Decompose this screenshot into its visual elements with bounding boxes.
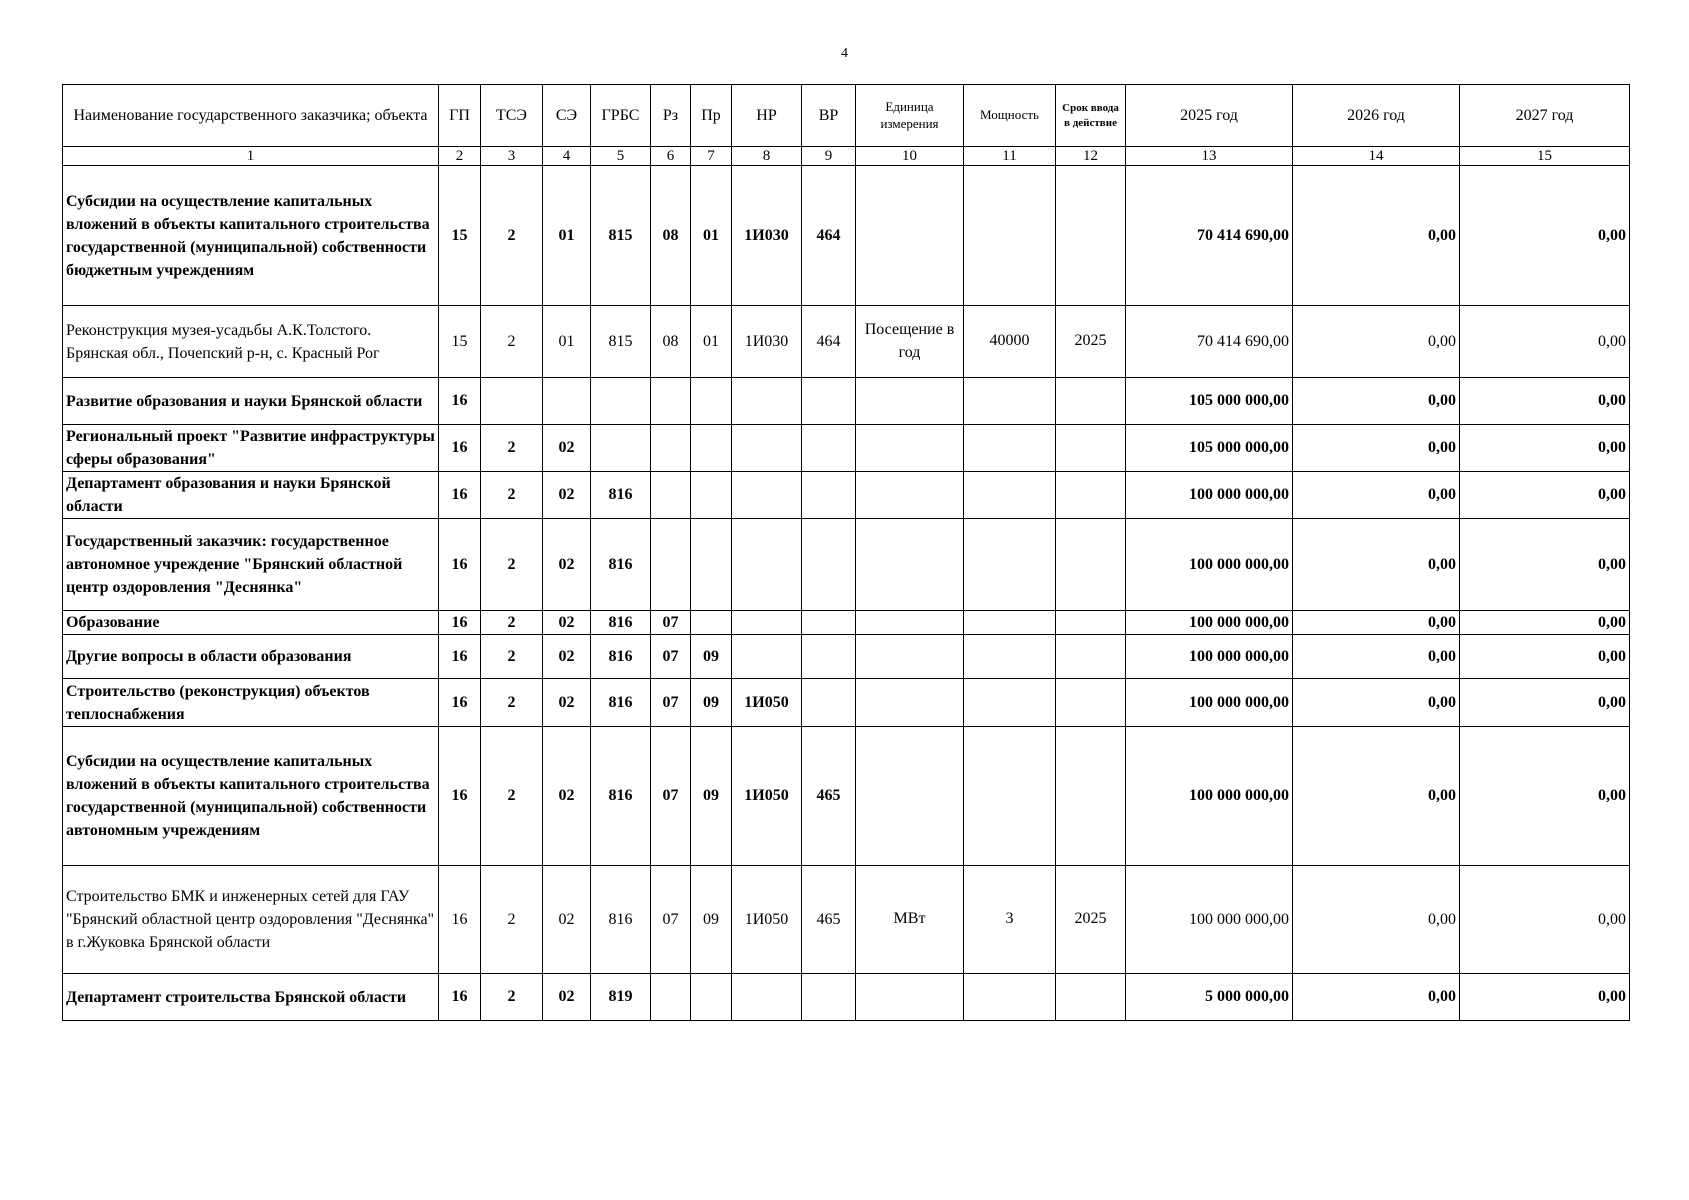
cell-pr bbox=[691, 974, 732, 1021]
cell-term bbox=[1056, 378, 1126, 425]
header-tse: ТСЭ bbox=[481, 85, 543, 147]
header-row bbox=[63, 85, 1630, 147]
table-row bbox=[63, 611, 1630, 635]
cell-pr: 09 bbox=[691, 635, 732, 679]
cell-2027: 0,00 bbox=[1460, 727, 1630, 866]
cell-vr bbox=[802, 378, 856, 425]
cell-2025: 100 000 000,00 bbox=[1126, 727, 1293, 866]
cell-vr bbox=[802, 611, 856, 635]
cell-tse: 2 bbox=[481, 866, 543, 974]
row-name: Развитие образования и науки Брянской области bbox=[63, 378, 439, 425]
cell-rz bbox=[651, 425, 691, 472]
cell-capacity: 3 bbox=[964, 866, 1056, 974]
cell-2026: 0,00 bbox=[1293, 727, 1460, 866]
cell-capacity bbox=[964, 378, 1056, 425]
cell-grbs: 816 bbox=[591, 866, 651, 974]
header-gp: ГП bbox=[439, 85, 481, 147]
cell-nr: 1И050 bbox=[732, 679, 802, 727]
cell-2026: 0,00 bbox=[1293, 519, 1460, 611]
cell-pr bbox=[691, 611, 732, 635]
cell-tse: 2 bbox=[481, 974, 543, 1021]
column-number: 5 bbox=[591, 147, 651, 166]
column-numbers-row bbox=[63, 147, 1630, 166]
table-row bbox=[63, 679, 1630, 727]
cell-2026: 0,00 bbox=[1293, 635, 1460, 679]
cell-pr bbox=[691, 472, 732, 519]
cell-se: 01 bbox=[543, 166, 591, 306]
cell-2026: 0,00 bbox=[1293, 679, 1460, 727]
cell-capacity bbox=[964, 166, 1056, 306]
cell-vr bbox=[802, 425, 856, 472]
cell-unit bbox=[856, 727, 964, 866]
cell-pr bbox=[691, 519, 732, 611]
cell-2027: 0,00 bbox=[1460, 519, 1630, 611]
column-number: 3 bbox=[481, 147, 543, 166]
cell-vr: 465 bbox=[802, 866, 856, 974]
cell-nr bbox=[732, 519, 802, 611]
row-name: Строительство БМК и инженерных сетей для ГАУ "Брянский областной центр оздоровления "Деснянка" в г.Жуковка Брянской области bbox=[63, 866, 439, 974]
cell-2025: 105 000 000,00 bbox=[1126, 425, 1293, 472]
table-row bbox=[63, 519, 1630, 611]
cell-grbs: 816 bbox=[591, 635, 651, 679]
cell-se: 02 bbox=[543, 679, 591, 727]
cell-gp: 16 bbox=[439, 635, 481, 679]
cell-pr: 01 bbox=[691, 306, 732, 378]
cell-2026: 0,00 bbox=[1293, 472, 1460, 519]
row-name: Образование bbox=[63, 611, 439, 635]
cell-tse: 2 bbox=[481, 679, 543, 727]
cell-unit bbox=[856, 472, 964, 519]
cell-2025: 100 000 000,00 bbox=[1126, 472, 1293, 519]
cell-rz: 07 bbox=[651, 611, 691, 635]
cell-grbs bbox=[591, 378, 651, 425]
cell-grbs: 819 bbox=[591, 974, 651, 1021]
cell-2025: 100 000 000,00 bbox=[1126, 866, 1293, 974]
header-unit: Единица измерения bbox=[856, 85, 964, 147]
cell-capacity bbox=[964, 519, 1056, 611]
cell-vr bbox=[802, 519, 856, 611]
cell-term bbox=[1056, 472, 1126, 519]
column-number: 14 bbox=[1293, 147, 1460, 166]
cell-term bbox=[1056, 519, 1126, 611]
cell-term: 2025 bbox=[1056, 306, 1126, 378]
column-number: 4 bbox=[543, 147, 591, 166]
cell-se: 01 bbox=[543, 306, 591, 378]
cell-2026: 0,00 bbox=[1293, 611, 1460, 635]
cell-nr bbox=[732, 378, 802, 425]
header-rz: Рз bbox=[651, 85, 691, 147]
table-body bbox=[63, 166, 1630, 1021]
row-name: Другие вопросы в области образования bbox=[63, 635, 439, 679]
cell-se: 02 bbox=[543, 974, 591, 1021]
row-name: Субсидии на осуществление капитальных вложений в объекты капитального строительства государственной (муниципальной) собственности автономным учреждениям bbox=[63, 727, 439, 866]
cell-nr bbox=[732, 425, 802, 472]
table-row bbox=[63, 472, 1630, 519]
capital-investments-table bbox=[62, 84, 1630, 1021]
cell-vr: 464 bbox=[802, 306, 856, 378]
cell-2027: 0,00 bbox=[1460, 635, 1630, 679]
header-vr: ВР bbox=[802, 85, 856, 147]
cell-pr bbox=[691, 378, 732, 425]
cell-unit bbox=[856, 519, 964, 611]
table-row bbox=[63, 306, 1630, 378]
cell-rz: 07 bbox=[651, 727, 691, 866]
cell-vr: 464 bbox=[802, 166, 856, 306]
cell-pr: 09 bbox=[691, 727, 732, 866]
cell-2027: 0,00 bbox=[1460, 974, 1630, 1021]
cell-2025: 105 000 000,00 bbox=[1126, 378, 1293, 425]
cell-2026: 0,00 bbox=[1293, 378, 1460, 425]
header-grbs: ГРБС bbox=[591, 85, 651, 147]
column-number: 7 bbox=[691, 147, 732, 166]
cell-capacity bbox=[964, 635, 1056, 679]
cell-grbs: 816 bbox=[591, 679, 651, 727]
cell-capacity bbox=[964, 611, 1056, 635]
cell-unit bbox=[856, 974, 964, 1021]
cell-se: 02 bbox=[543, 635, 591, 679]
cell-rz: 07 bbox=[651, 635, 691, 679]
cell-tse: 2 bbox=[481, 425, 543, 472]
cell-capacity: 40000 bbox=[964, 306, 1056, 378]
cell-2025: 100 000 000,00 bbox=[1126, 635, 1293, 679]
page-number: 4 bbox=[841, 46, 848, 61]
cell-2027: 0,00 bbox=[1460, 166, 1630, 306]
cell-nr: 1И030 bbox=[732, 306, 802, 378]
cell-2027: 0,00 bbox=[1460, 611, 1630, 635]
cell-rz: 08 bbox=[651, 306, 691, 378]
cell-unit bbox=[856, 378, 964, 425]
cell-2027: 0,00 bbox=[1460, 866, 1630, 974]
cell-pr bbox=[691, 425, 732, 472]
cell-term bbox=[1056, 679, 1126, 727]
cell-nr bbox=[732, 974, 802, 1021]
cell-rz: 07 bbox=[651, 679, 691, 727]
cell-unit bbox=[856, 679, 964, 727]
table-row bbox=[63, 635, 1630, 679]
table-row bbox=[63, 166, 1630, 306]
header-name: Наименование государственного заказчика; объекта bbox=[63, 85, 439, 147]
cell-rz bbox=[651, 519, 691, 611]
cell-grbs: 816 bbox=[591, 611, 651, 635]
table-row bbox=[63, 727, 1630, 866]
cell-pr: 09 bbox=[691, 866, 732, 974]
cell-vr bbox=[802, 472, 856, 519]
column-number: 10 bbox=[856, 147, 964, 166]
cell-2025: 100 000 000,00 bbox=[1126, 519, 1293, 611]
column-number: 11 bbox=[964, 147, 1056, 166]
cell-nr bbox=[732, 611, 802, 635]
cell-gp: 16 bbox=[439, 727, 481, 866]
cell-2025: 5 000 000,00 bbox=[1126, 974, 1293, 1021]
column-number: 15 bbox=[1460, 147, 1630, 166]
row-name: Субсидии на осуществление капитальных вложений в объекты капитального строительства государственной (муниципальной) собственности бюджетным учреждениям bbox=[63, 166, 439, 306]
cell-se: 02 bbox=[543, 472, 591, 519]
cell-vr bbox=[802, 635, 856, 679]
row-name: Департамент строительства Брянской области bbox=[63, 974, 439, 1021]
cell-gp: 16 bbox=[439, 472, 481, 519]
cell-gp: 15 bbox=[439, 306, 481, 378]
cell-grbs: 816 bbox=[591, 519, 651, 611]
cell-2025: 100 000 000,00 bbox=[1126, 679, 1293, 727]
header-se: СЭ bbox=[543, 85, 591, 147]
header-pr: Пр bbox=[691, 85, 732, 147]
cell-gp: 15 bbox=[439, 166, 481, 306]
column-number: 9 bbox=[802, 147, 856, 166]
header-capacity: Мощность bbox=[964, 85, 1056, 147]
cell-2026: 0,00 bbox=[1293, 425, 1460, 472]
cell-tse: 2 bbox=[481, 472, 543, 519]
header-2027: 2027 год bbox=[1460, 85, 1630, 147]
cell-se: 02 bbox=[543, 611, 591, 635]
cell-2027: 0,00 bbox=[1460, 306, 1630, 378]
cell-2027: 0,00 bbox=[1460, 378, 1630, 425]
cell-unit: МВт bbox=[856, 866, 964, 974]
cell-vr bbox=[802, 974, 856, 1021]
cell-2026: 0,00 bbox=[1293, 306, 1460, 378]
row-name: Государственный заказчик: государственное автономное учреждение "Брянский областной центр оздоровления "Деснянка" bbox=[63, 519, 439, 611]
cell-se: 02 bbox=[543, 727, 591, 866]
row-name: Строительство (реконструкция) объектов теплоснабжения bbox=[63, 679, 439, 727]
cell-2027: 0,00 bbox=[1460, 425, 1630, 472]
cell-rz bbox=[651, 472, 691, 519]
cell-term bbox=[1056, 425, 1126, 472]
cell-term: 2025 bbox=[1056, 866, 1126, 974]
cell-gp: 16 bbox=[439, 425, 481, 472]
cell-grbs bbox=[591, 425, 651, 472]
cell-unit: Посещение в год bbox=[856, 306, 964, 378]
cell-gp: 16 bbox=[439, 866, 481, 974]
cell-tse: 2 bbox=[481, 166, 543, 306]
cell-rz bbox=[651, 974, 691, 1021]
cell-unit bbox=[856, 635, 964, 679]
header-term: Срок ввода в действие bbox=[1056, 85, 1126, 147]
cell-capacity bbox=[964, 425, 1056, 472]
cell-2025: 100 000 000,00 bbox=[1126, 611, 1293, 635]
cell-se bbox=[543, 378, 591, 425]
header-2025: 2025 год bbox=[1126, 85, 1293, 147]
cell-se: 02 bbox=[543, 425, 591, 472]
cell-2025: 70 414 690,00 bbox=[1126, 166, 1293, 306]
cell-tse bbox=[481, 378, 543, 425]
cell-gp: 16 bbox=[439, 519, 481, 611]
cell-tse: 2 bbox=[481, 611, 543, 635]
cell-2026: 0,00 bbox=[1293, 974, 1460, 1021]
cell-tse: 2 bbox=[481, 306, 543, 378]
cell-2025: 70 414 690,00 bbox=[1126, 306, 1293, 378]
cell-grbs: 816 bbox=[591, 727, 651, 866]
cell-pr: 01 bbox=[691, 166, 732, 306]
cell-se: 02 bbox=[543, 519, 591, 611]
cell-term bbox=[1056, 727, 1126, 866]
row-name: Реконструкция музея-усадьбы А.К.Толстого. Брянская обл., Почепский р-н, с. Красный Рог bbox=[63, 306, 439, 378]
row-name: Департамент образования и науки Брянской области bbox=[63, 472, 439, 519]
cell-term bbox=[1056, 611, 1126, 635]
cell-capacity bbox=[964, 472, 1056, 519]
column-number: 8 bbox=[732, 147, 802, 166]
cell-term bbox=[1056, 166, 1126, 306]
cell-gp: 16 bbox=[439, 611, 481, 635]
cell-rz: 07 bbox=[651, 866, 691, 974]
cell-gp: 16 bbox=[439, 679, 481, 727]
cell-gp: 16 bbox=[439, 378, 481, 425]
cell-vr bbox=[802, 679, 856, 727]
cell-rz: 08 bbox=[651, 166, 691, 306]
table-row bbox=[63, 866, 1630, 974]
cell-capacity bbox=[964, 727, 1056, 866]
cell-grbs: 815 bbox=[591, 306, 651, 378]
cell-pr: 09 bbox=[691, 679, 732, 727]
cell-2027: 0,00 bbox=[1460, 472, 1630, 519]
cell-tse: 2 bbox=[481, 519, 543, 611]
cell-term bbox=[1056, 974, 1126, 1021]
header-2026: 2026 год bbox=[1293, 85, 1460, 147]
cell-vr: 465 bbox=[802, 727, 856, 866]
column-number: 12 bbox=[1056, 147, 1126, 166]
cell-unit bbox=[856, 611, 964, 635]
cell-rz bbox=[651, 378, 691, 425]
header-nr: НР bbox=[732, 85, 802, 147]
cell-nr bbox=[732, 472, 802, 519]
cell-nr bbox=[732, 635, 802, 679]
row-name: Региональный проект "Развитие инфраструктуры сферы образования" bbox=[63, 425, 439, 472]
table-row bbox=[63, 378, 1630, 425]
cell-nr: 1И050 bbox=[732, 866, 802, 974]
cell-nr: 1И030 bbox=[732, 166, 802, 306]
cell-unit bbox=[856, 166, 964, 306]
table-row bbox=[63, 974, 1630, 1021]
cell-grbs: 816 bbox=[591, 472, 651, 519]
cell-grbs: 815 bbox=[591, 166, 651, 306]
cell-nr: 1И050 bbox=[732, 727, 802, 866]
column-number: 2 bbox=[439, 147, 481, 166]
cell-capacity bbox=[964, 974, 1056, 1021]
cell-unit bbox=[856, 425, 964, 472]
column-number: 1 bbox=[63, 147, 439, 166]
cell-capacity bbox=[964, 679, 1056, 727]
cell-2027: 0,00 bbox=[1460, 679, 1630, 727]
cell-se: 02 bbox=[543, 866, 591, 974]
column-number: 6 bbox=[651, 147, 691, 166]
column-number: 13 bbox=[1126, 147, 1293, 166]
table-row bbox=[63, 425, 1630, 472]
cell-tse: 2 bbox=[481, 727, 543, 866]
cell-gp: 16 bbox=[439, 974, 481, 1021]
cell-tse: 2 bbox=[481, 635, 543, 679]
cell-term bbox=[1056, 635, 1126, 679]
cell-2026: 0,00 bbox=[1293, 166, 1460, 306]
cell-2026: 0,00 bbox=[1293, 866, 1460, 974]
